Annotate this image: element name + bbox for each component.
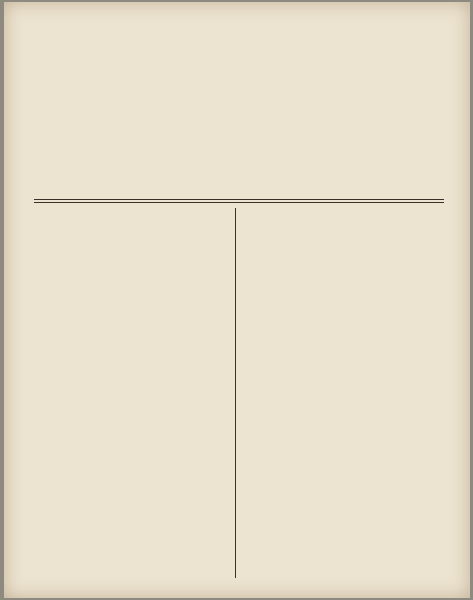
column-divider [235,208,236,578]
divider-rule [34,202,444,203]
document-page [4,2,470,598]
divider-rule [34,199,444,200]
